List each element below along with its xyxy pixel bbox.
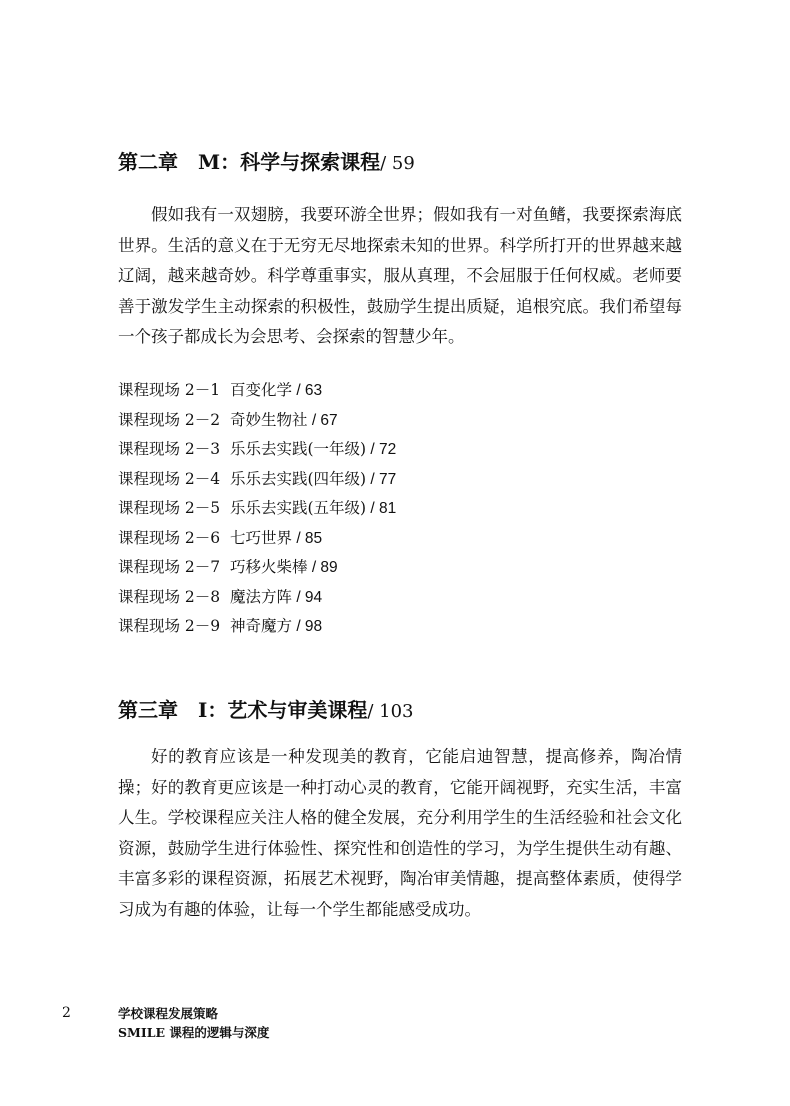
toc-item[interactable] — [118, 612, 396, 642]
toc-item-title: 七巧世界 — [230, 528, 293, 547]
chapter-2-heading — [118, 146, 415, 175]
toc-item-page: / 85 — [292, 529, 323, 547]
toc-item[interactable] — [118, 583, 396, 613]
chapter-2-paragraph: 假如我有一双翅膀，我要环游全世界；假如我有一对鱼鳍，我要探索海底世界。生活的意义在于无穷无尽地探索未知的世界。科学所打开的世界越来越辽阔，越来越奇妙。科学尊重事实，服从真理，不会屈服于任何权威。老师要善于激发学生主动探索的积极性，鼓励学生提出质疑，追根究底。我们希望每一个孩子都成长为会思考、会探索的智慧少年。 — [118, 205, 682, 346]
toc-item-code: 课程现场 2－3 — [118, 440, 221, 458]
toc-item-code: 课程现场 2－2 — [118, 410, 221, 429]
toc-item-title: 百变化学 — [230, 381, 293, 399]
toc-item-code: 课程现场 2－7 — [118, 558, 221, 576]
toc-item[interactable] — [118, 435, 396, 465]
toc-item[interactable] — [118, 553, 396, 583]
toc-item-page: / 89 — [307, 559, 338, 576]
footer-book-subtitle: SMILE 课程的逻辑与深度 — [118, 1025, 270, 1040]
chapter-2-toc-list — [118, 376, 396, 642]
toc-item-code: 课程现场 2－6 — [118, 528, 221, 547]
toc-item[interactable] — [118, 376, 396, 406]
toc-item-title: 奇妙生物社 — [230, 410, 308, 429]
toc-item[interactable] — [118, 494, 396, 524]
toc-item-page: / 94 — [292, 588, 323, 606]
chapter-3-page: / 103 — [367, 701, 414, 722]
footer-book-title: 学校课程发展策略 — [118, 1006, 219, 1021]
toc-item-page: / 77 — [366, 470, 397, 488]
toc-item-title: 乐乐去实践(一年级) — [230, 440, 367, 458]
toc-item-code: 课程现场 2－5 — [118, 499, 221, 517]
footer-page-number: 2 — [62, 1005, 71, 1021]
toc-item-code: 课程现场 2－9 — [118, 617, 221, 635]
toc-item-page: / 98 — [292, 618, 323, 635]
toc-item-code: 课程现场 2－4 — [118, 469, 221, 488]
toc-item-page: / 81 — [366, 500, 397, 517]
toc-item-title: 巧移火柴棒 — [230, 558, 308, 576]
toc-item[interactable] — [118, 406, 396, 436]
chapter-2-title: 第二章 M：科学与探索课程 — [118, 150, 381, 174]
toc-item-title: 神奇魔方 — [230, 617, 293, 635]
chapter-3-title: 第三章 I：艺术与审美课程 — [118, 698, 368, 722]
toc-item-page: / 72 — [366, 441, 397, 458]
toc-item-page: / 67 — [307, 411, 338, 429]
toc-item[interactable] — [118, 524, 396, 554]
toc-item-page: / 63 — [292, 382, 323, 399]
toc-item-title: 乐乐去实践(四年级) — [230, 469, 367, 488]
toc-item-code: 课程现场 2－8 — [118, 587, 221, 606]
toc-item-code: 课程现场 2－1 — [118, 381, 221, 399]
toc-item-title: 乐乐去实践(五年级) — [230, 499, 367, 517]
chapter-3-heading — [118, 694, 414, 723]
toc-item-title: 魔法方阵 — [230, 587, 293, 606]
chapter-3-paragraph: 好的教育应该是一种发现美的教育，它能启迪智慧，提高修养，陶冶情操；好的教育更应该是一种打动心灵的教育，它能开阔视野，充实生活，丰富人生。学校课程应关注人格的健全发展，充分利用学生的生活经验和社会文化资源，鼓励学生进行体验性、探究性和创造性的学习，为学生提供生动有趣、丰富多彩的课程资源，拓展艺术视野，陶冶审美情趣，提高整体素质，使得学习成为有趣的体验，让每一个学生都能感受成功。 — [118, 747, 682, 919]
toc-item[interactable] — [118, 465, 396, 495]
chapter-2-page: / 59 — [380, 153, 415, 174]
